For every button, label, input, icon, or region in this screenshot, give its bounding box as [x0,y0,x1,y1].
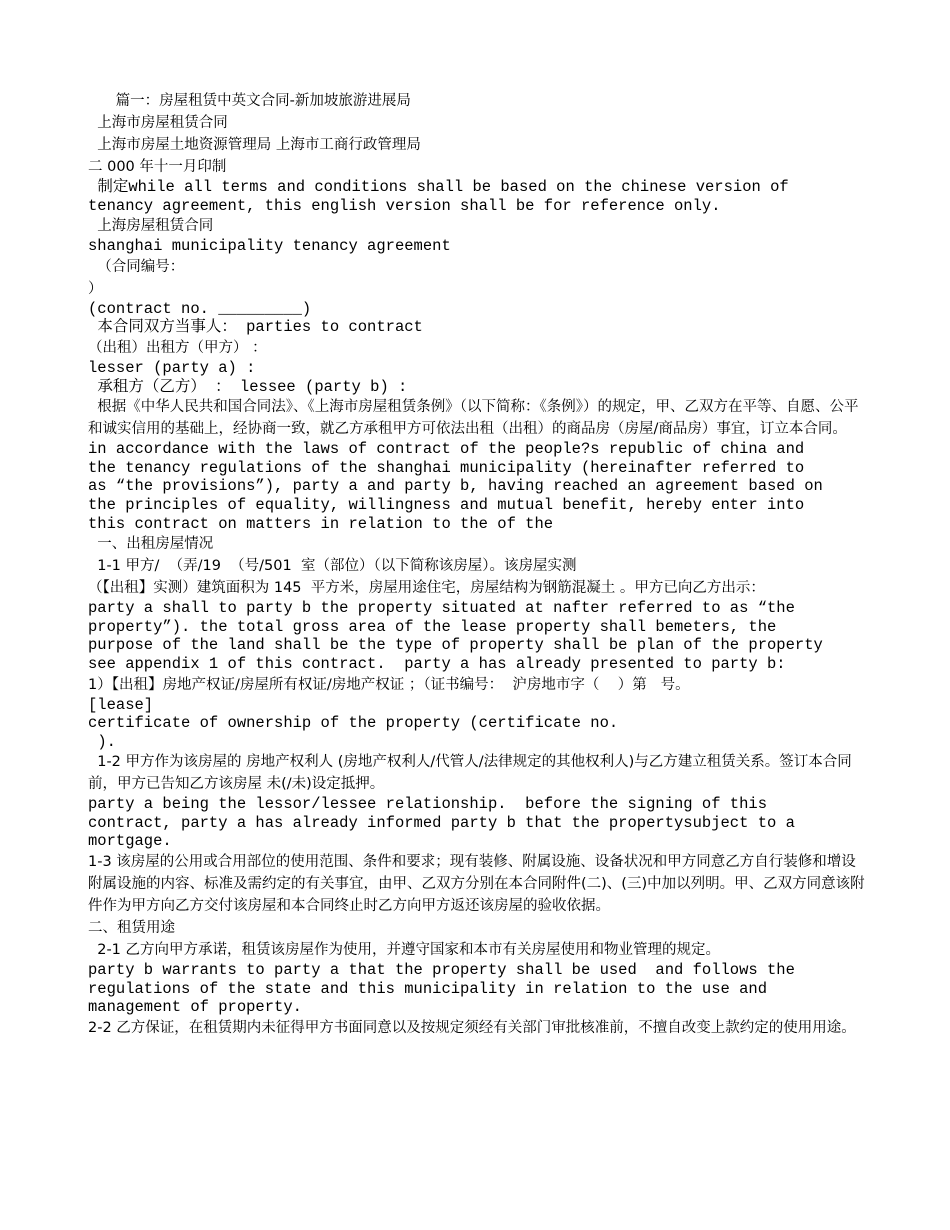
document-line: in accordance with the laws of contract of the people?s republic of china and the tenancy regulations of the shanghai municipality (hereinafter referred to as “the provisions”), party a and party b, having reached an agreement based on the principles of equality, willingness and mutual benefit, hereby enter into this contract on matters in relation to the of the [88,440,823,533]
document-line: (contract no. _________) [88,299,312,318]
document-line: 1）【出租】房地产权证/房屋所有权证/房地产权证 ；（证书编号： 沪房地市字（ ）第 号。 [88,676,690,693]
document-line: 一、出租房屋情况 [88,536,214,553]
document-line: 上海房屋租赁合同 [88,218,214,235]
document-body [88,90,868,1039]
document-line: [lease] certificate of ownership of the property (certificate no. ). [88,695,619,751]
document-line: 承租方（乙方） ： lessee (party b) : [88,377,408,396]
document-line: 1-1 甲方/ （弄/19 （号/501 室（部位）（以下简称该房屋）。该房屋实测 [88,558,577,575]
document-line: 制定while all terms and conditions shall be based on the chinese version of tenancy agreement, this english version shall be for reference only. [88,178,789,215]
document-line: 二、租赁用途 [88,920,175,937]
document-line: （出租）出租方（甲方） ： [88,339,267,356]
document-line: lesser (party a) : [88,358,256,377]
document-line: （合同编号： [88,258,185,275]
document-line: 篇一：房屋租赁中英文合同-新加坡旅游进展局 [88,93,411,109]
document-line: party a being the lessor/lessee relationship. before the signing of this contract, party a has already informed party b that the propertysubject to a mortgage. [88,795,795,851]
document-line: 1-2 甲方作为该房屋的 房地产权利人 (房地产权利人/代管人/法律规定的其他权利人)与乙方建立租赁关系。签订本合同前，甲方已告知乙方该房屋 未(/未)设定抵押。 [88,754,852,793]
document-line: shanghai municipality tenancy agreement [88,237,451,256]
document-line: 根据《中华人民共和国合同法》、《上海市房屋租赁条例》（以下简称：《条例》）的规定，甲、乙双方在平等、自愿、公平和诚实信用的基础上，经协商一致，就乙方承租甲方可依法出租（出租）的商品房（房屋/商品房）事宜，订立本合同。 [88,399,859,438]
document-line: ） [88,280,103,297]
document-line: 上海市房屋土地资源管理局 上海市工商行政管理局 [88,137,421,153]
document-line: 本合同双方当事人： parties to contract [88,318,423,337]
document-line: 2-1 乙方向甲方承诺，租赁该房屋作为使用，并遵守国家和本市有关房屋使用和物业管理的规定。 [88,942,721,959]
document-line: party a shall to party b the property situated at nafter referred to as “the property”). the total gross area of the lease property shall bemeters, the purpose of the land shall be the type of property shall be plan of the property see appendix 1 of this contract. party a has already presented to party b: [88,599,823,673]
document-line: party b warrants to party a that the property shall be used and follows the regulations of the state and this municipality in relation to the use and management of property. [88,961,795,1017]
document-line: 二 000 年十一月印制 [88,159,227,175]
document-line: 1-3 该房屋的公用或合用部位的使用范围、条件和要求；现有装修、附属设施、设备状况和甲方同意乙方自行装修和增设附属设施的内容、标准及需约定的有关事宜，由甲、乙双方分别在本合同附件(二)、(三)中加以列明。甲、乙双方同意该附件作为甲方向乙方交付该房屋和本合同终止时乙方向甲方返还该房屋的验收依据。 [88,854,865,915]
document-line: 2-2 乙方保证，在租赁期内未征得甲方书面同意以及按规定须经有关部门审批核准前，不擅自改变上款约定的使用用途。 [88,1019,856,1036]
document-line: 上海市房屋租赁合同 [88,115,228,131]
document-line: （【出租】实测）建筑面积为 145 平方米，房屋用途住宅，房屋结构为钢筋混凝土 。甲方已向乙方出示： [88,580,765,597]
